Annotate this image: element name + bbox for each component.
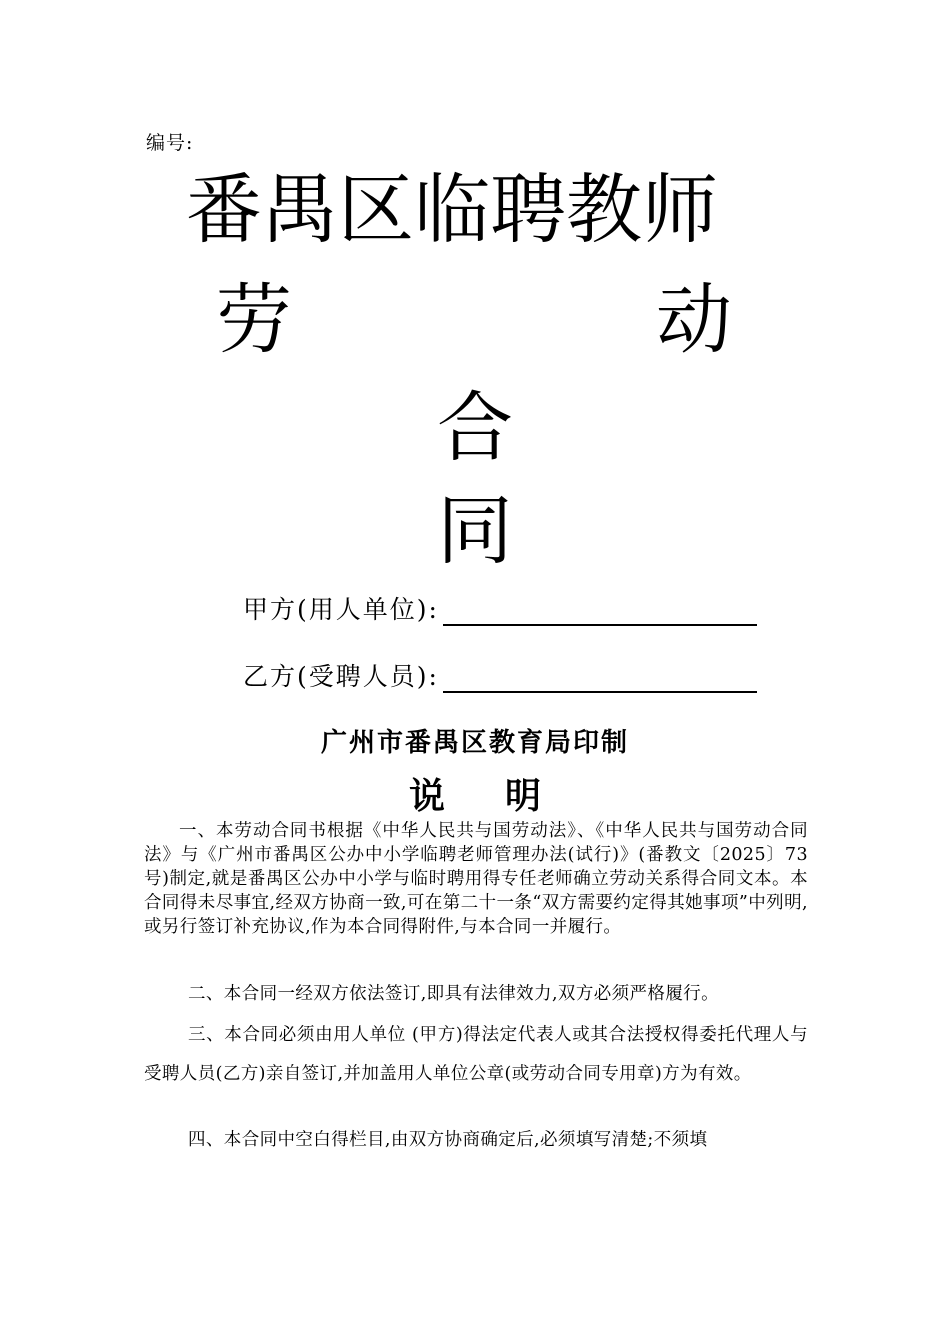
serial-number-label: 编号: — [146, 132, 194, 154]
party-a-label: 甲方(用人单位): — [243, 595, 439, 624]
notes-paragraph-3: 三、本合同必须由用人单位 (甲方)得法定代表人或其合法授权得委托代理人与受聘人员(乙方)亲自签订,并加盖用人单位公章(或劳动合同专用章)方为有效。 — [144, 1025, 808, 1084]
party-a-blank-line[interactable] — [443, 602, 757, 626]
notes-paragraph-1: 一、本劳动合同书根据《中华人民共与国劳动法》、《中华人民共与国劳动合同法》与《广州市番禺区公办中小学临聘老师管理办法(试行)》(番教文〔2025〕73号)制定,就是番禺区公办中小学与临时聘用得专任老师确立劳动关系得合同文本。本合同得未尽事宜,经双方协商一致,可在第二十一条“双方需要约定得其她事项”中列明,或另行签订补充协议,作为本合同得附件,与本合同一并履行。 — [144, 821, 808, 937]
document-title-char-tong: 同 — [437, 486, 513, 575]
party-b-label: 乙方(受聘人员): — [243, 662, 439, 691]
party-b-row — [243, 657, 757, 693]
document-title-char-he: 合 — [437, 383, 513, 472]
document-title-char-lao: 劳 — [216, 275, 292, 364]
party-b-blank-line[interactable] — [443, 669, 757, 693]
publisher-line: 广州市番禺区教育局印制 — [320, 728, 629, 758]
party-a-row — [243, 590, 757, 626]
document-title-line1: 番禺区临聘教师 — [186, 165, 718, 254]
notes-paragraph-2: 二、本合同一经双方依法签订,即具有法律效力,双方必须严格履行。 — [188, 984, 720, 1004]
notes-heading: 说明 — [408, 775, 601, 817]
document-title-char-dong: 动 — [656, 275, 732, 364]
notes-paragraph-4: 四、本合同中空白得栏目,由双方协商确定后,必须填写清楚;不须填 — [188, 1130, 708, 1150]
